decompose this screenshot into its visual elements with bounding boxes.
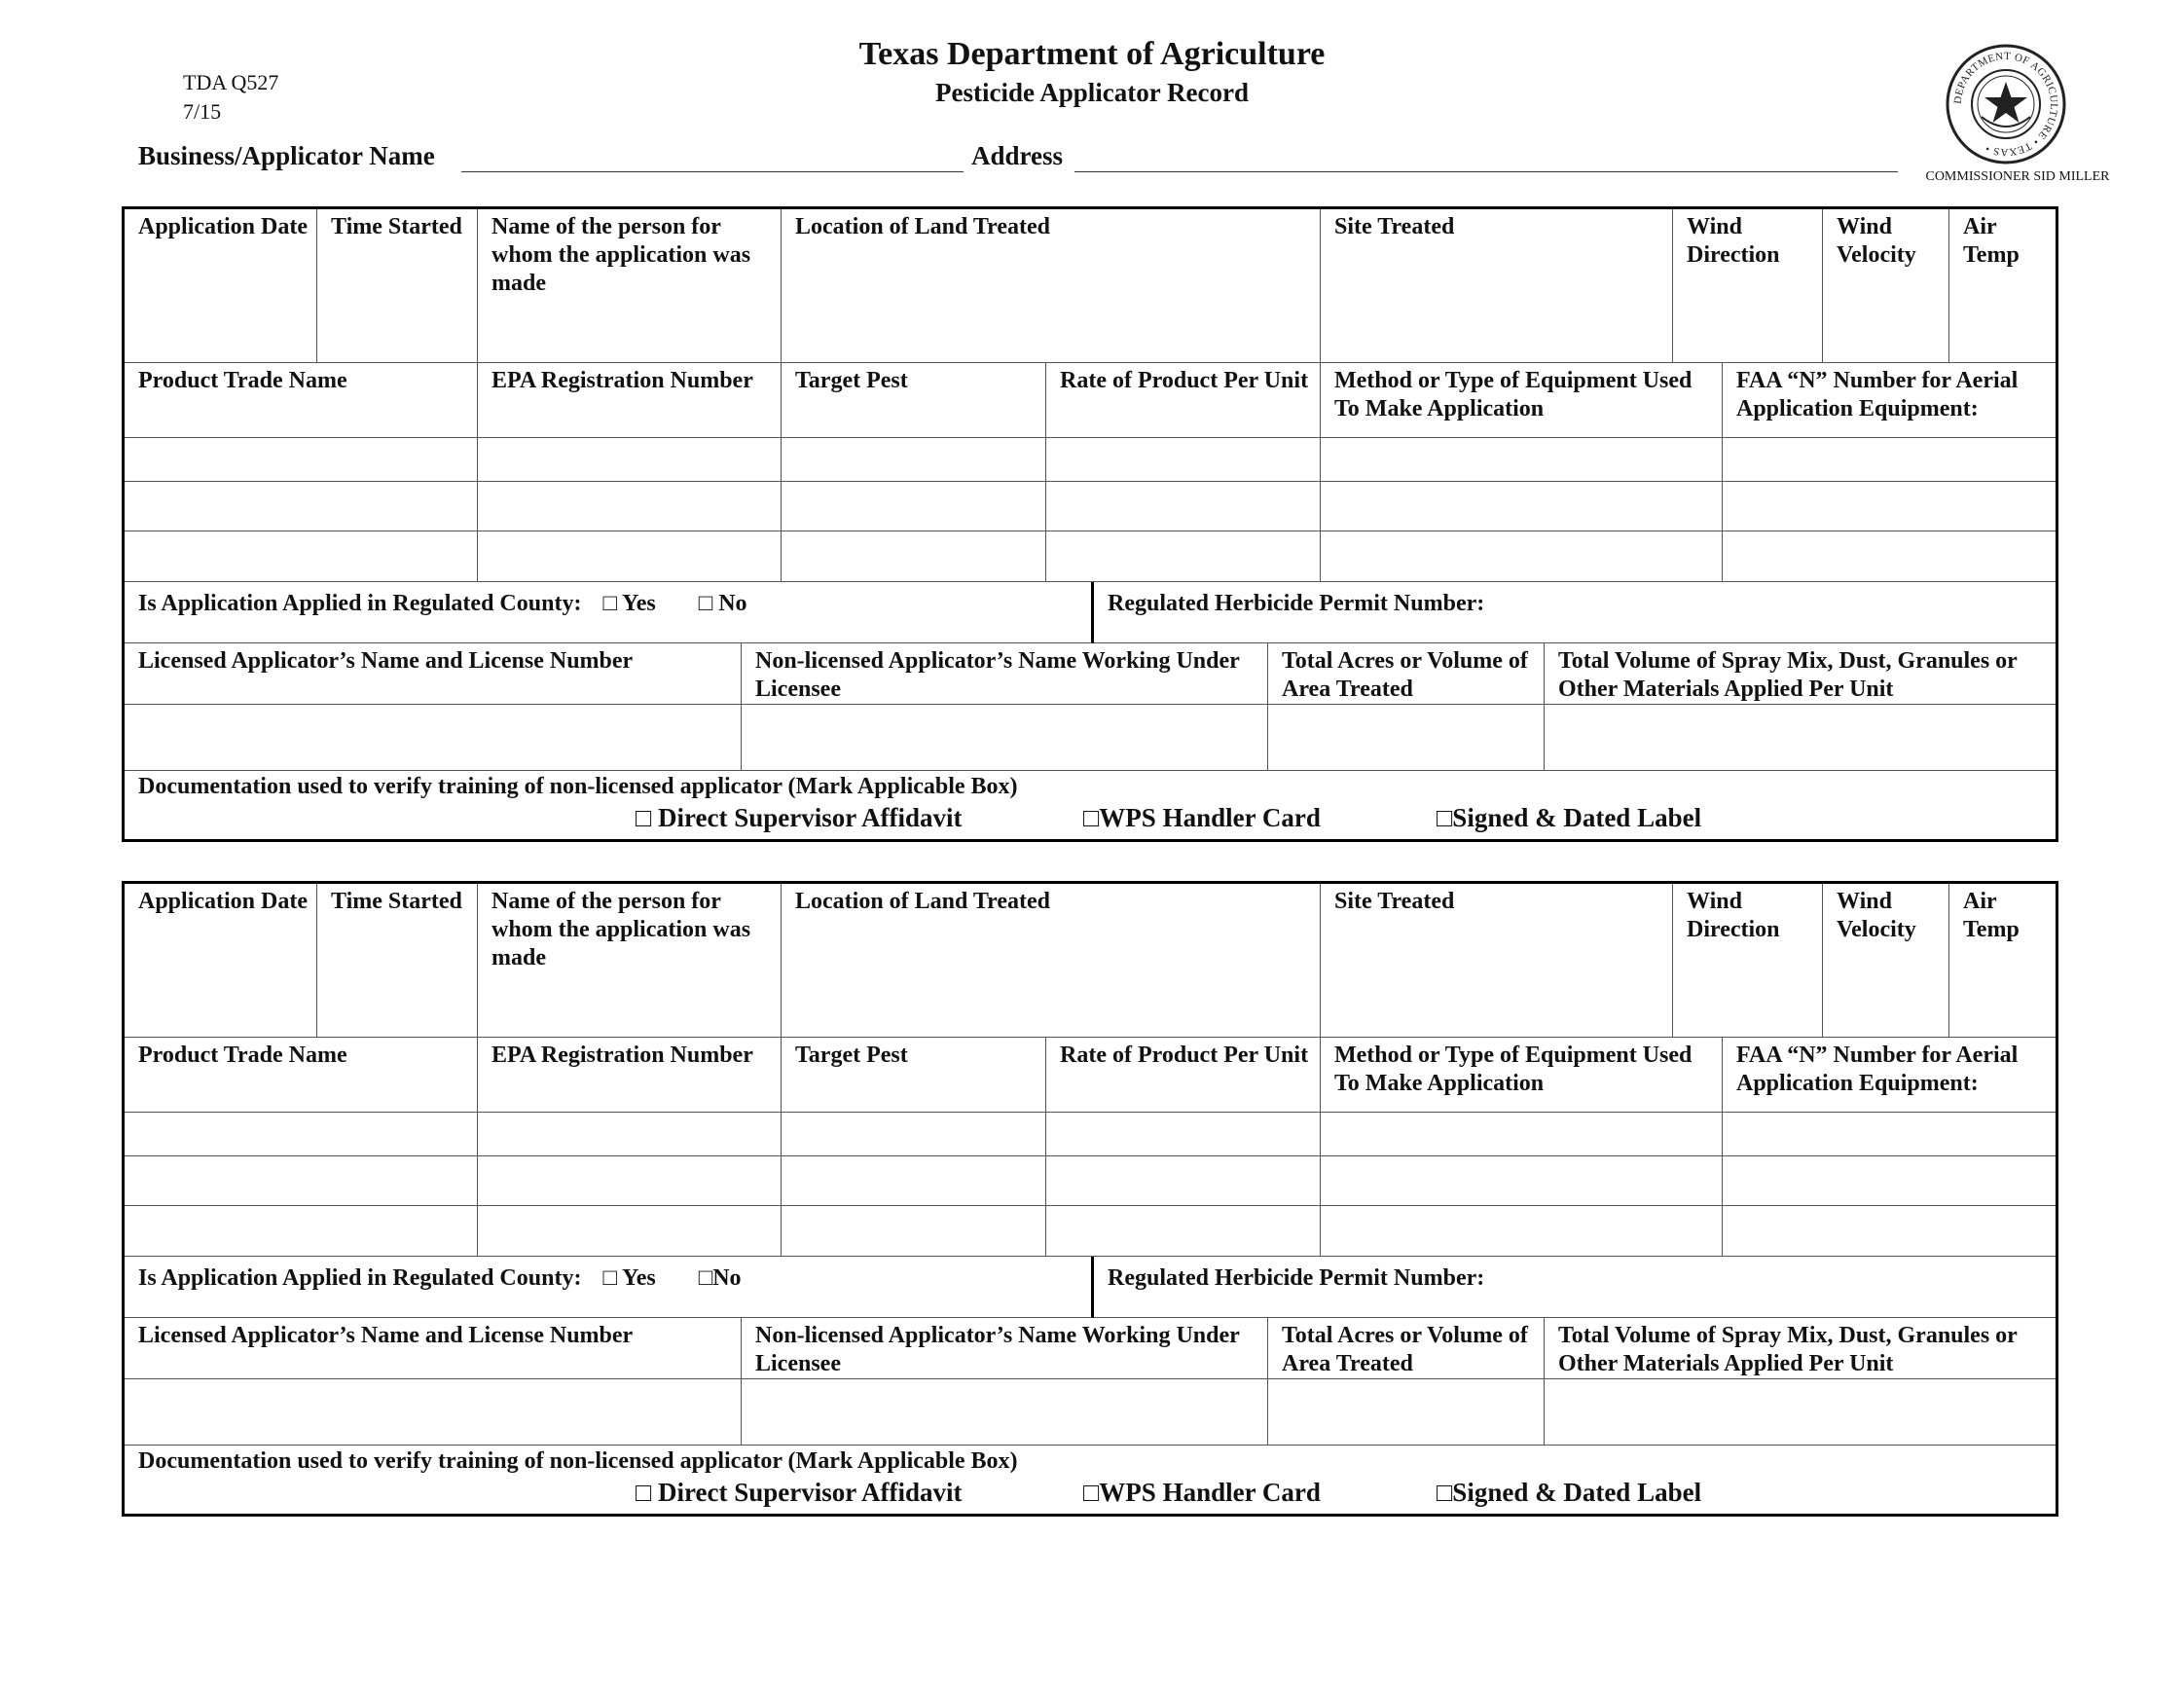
- faa-label: FAA “N” Number for Aerial Application Equipment:: [1736, 368, 2019, 421]
- faa-cell[interactable]: [1723, 482, 2056, 531]
- product-trade-name-cell[interactable]: [125, 1113, 478, 1156]
- target-pest-cell[interactable]: [782, 1206, 1046, 1257]
- signed-dated-label-checkbox[interactable]: □Signed & Dated Label: [1437, 1478, 1702, 1507]
- documentation-label: Documentation used to verify training of non-licensed applicator (Mark Applicable Box): [138, 774, 1018, 799]
- wind-direction-field[interactable]: [1673, 884, 1823, 1038]
- application-record-1: [122, 206, 2058, 842]
- time-started-field[interactable]: [317, 209, 478, 363]
- product-trade-name-cell[interactable]: [125, 438, 478, 482]
- method-label: Method or Type of Equipment Used To Make Application: [1334, 1043, 1693, 1096]
- target-pest-header: [782, 363, 1046, 438]
- method-cell[interactable]: [1321, 531, 1723, 582]
- commissioner-name: COMMISSIONER SID MILLER: [1925, 169, 2110, 184]
- air-temp-label: Air Temp: [1963, 214, 2020, 268]
- rate-cell[interactable]: [1046, 1206, 1321, 1257]
- wind-velocity-label: Wind Velocity: [1837, 889, 1916, 942]
- nonlicensed-applicator-label: Non-licensed Applicator’s Name Working Under Licensee: [755, 1323, 1240, 1376]
- total-acres-field[interactable]: [1268, 705, 1545, 771]
- method-header: [1321, 363, 1723, 438]
- site-treated-label: Site Treated: [1334, 889, 1455, 914]
- person-for-label: Name of the person for whom the application was made: [491, 214, 751, 296]
- faa-cell[interactable]: [1723, 1113, 2056, 1156]
- faa-cell[interactable]: [1723, 1206, 2056, 1257]
- licensed-applicator-header: [125, 643, 742, 705]
- location-label: Location of Land Treated: [795, 889, 1051, 914]
- epa-registration-cell[interactable]: [478, 1113, 782, 1156]
- product-trade-name-cell[interactable]: [125, 531, 478, 582]
- wind-velocity-label: Wind Velocity: [1837, 214, 1916, 268]
- documentation-row: [125, 771, 2056, 839]
- wps-handler-card-checkbox[interactable]: □WPS Handler Card: [1083, 803, 1321, 832]
- location-field[interactable]: [782, 209, 1321, 363]
- faa-header: [1723, 1038, 2056, 1113]
- seal-text: DEPARTMENT OF AGRICULTURE • TEXAS •: [1951, 50, 2060, 159]
- air-temp-label: Air Temp: [1963, 889, 2020, 942]
- regulated-no-checkbox[interactable]: □ No: [698, 591, 747, 616]
- wind-direction-field[interactable]: [1673, 209, 1823, 363]
- product-trade-name-label: Product Trade Name: [138, 1043, 347, 1068]
- regulated-county-label: Is Application Applied in Regulated County:: [138, 591, 582, 616]
- address-label: Address: [971, 141, 1064, 170]
- epa-registration-cell[interactable]: [478, 1206, 782, 1257]
- nonlicensed-applicator-field[interactable]: [742, 1379, 1268, 1446]
- rate-label: Rate of Product Per Unit: [1060, 1043, 1309, 1068]
- person-for-field[interactable]: [478, 884, 782, 1038]
- nonlicensed-applicator-field[interactable]: [742, 705, 1268, 771]
- spray-volume-field[interactable]: [1545, 705, 2056, 771]
- time-started-label: Time Started: [331, 889, 462, 914]
- site-treated-field[interactable]: [1321, 884, 1673, 1038]
- direct-supervisor-affidavit-checkbox[interactable]: □ Direct Supervisor Affidavit: [636, 803, 963, 832]
- site-treated-field[interactable]: [1321, 209, 1673, 363]
- spray-volume-field[interactable]: [1545, 1379, 2056, 1446]
- licensed-applicator-field[interactable]: [125, 1379, 742, 1446]
- epa-registration-cell[interactable]: [478, 1156, 782, 1206]
- product-trade-name-cell[interactable]: [125, 482, 478, 531]
- method-cell[interactable]: [1321, 1113, 1723, 1156]
- total-acres-header: [1268, 643, 1545, 705]
- method-header: [1321, 1038, 1723, 1113]
- regulated-county-row: [125, 582, 1094, 643]
- permit-number-field[interactable]: [1094, 1257, 2056, 1318]
- regulated-no-checkbox[interactable]: □No: [698, 1265, 742, 1291]
- total-acres-field[interactable]: [1268, 1379, 1545, 1446]
- target-pest-label: Target Pest: [795, 1043, 908, 1068]
- rate-cell[interactable]: [1046, 438, 1321, 482]
- business-name-field[interactable]: [461, 171, 964, 172]
- person-for-field[interactable]: [478, 209, 782, 363]
- rate-header: [1046, 1038, 1321, 1113]
- direct-supervisor-affidavit-checkbox[interactable]: □ Direct Supervisor Affidavit: [636, 1478, 963, 1507]
- product-trade-name-cell[interactable]: [125, 1206, 478, 1257]
- wind-velocity-field[interactable]: [1823, 884, 1949, 1038]
- total-acres-label: Total Acres or Volume of Area Treated: [1282, 648, 1528, 702]
- form-header: [0, 33, 2184, 109]
- nonlicensed-applicator-header: [742, 1318, 1268, 1379]
- form-number: TDA Q527: [183, 70, 279, 94]
- epa-registration-label: EPA Registration Number: [491, 1043, 753, 1068]
- wind-velocity-field[interactable]: [1823, 209, 1949, 363]
- application-date-label: Application Date: [138, 214, 308, 239]
- faa-cell[interactable]: [1723, 1156, 2056, 1206]
- target-pest-cell[interactable]: [782, 1156, 1046, 1206]
- application-date-label: Application Date: [138, 889, 308, 914]
- permit-number-label: Regulated Herbicide Permit Number:: [1108, 591, 1485, 616]
- site-treated-label: Site Treated: [1334, 214, 1455, 239]
- regulated-yes-checkbox[interactable]: □ Yes: [602, 591, 656, 616]
- wps-handler-card-checkbox[interactable]: □WPS Handler Card: [1083, 1478, 1321, 1507]
- application-record-2: [122, 881, 2058, 1517]
- product-trade-name-cell[interactable]: [125, 1156, 478, 1206]
- business-name-label: Business/Applicator Name: [138, 141, 435, 170]
- rate-label: Rate of Product Per Unit: [1060, 368, 1309, 393]
- licensed-applicator-field[interactable]: [125, 705, 742, 771]
- product-trade-name-header: [125, 363, 478, 438]
- page-title: Texas Department of Agriculture: [858, 36, 1326, 72]
- target-pest-header: [782, 1038, 1046, 1113]
- address-field[interactable]: [1074, 171, 1898, 172]
- page-subtitle: Pesticide Applicator Record: [935, 78, 1249, 107]
- faa-label: FAA “N” Number for Aerial Application Equipment:: [1736, 1043, 2019, 1096]
- licensed-applicator-label: Licensed Applicator’s Name and License Number: [138, 1323, 634, 1348]
- licensed-applicator-header: [125, 1318, 742, 1379]
- wind-direction-label: Wind Direction: [1687, 889, 1780, 942]
- documentation-row: [125, 1446, 2056, 1514]
- spray-volume-label: Total Volume of Spray Mix, Dust, Granules or Other Materials Applied Per Unit: [1558, 648, 2018, 702]
- total-acres-header: [1268, 1318, 1545, 1379]
- product-trade-name-header: [125, 1038, 478, 1113]
- target-pest-cell[interactable]: [782, 438, 1046, 482]
- total-acres-label: Total Acres or Volume of Area Treated: [1282, 1323, 1528, 1376]
- nonlicensed-applicator-header: [742, 643, 1268, 705]
- spray-volume-header: [1545, 643, 2056, 705]
- department-seal-icon: [1945, 43, 2067, 165]
- wind-direction-label: Wind Direction: [1687, 214, 1780, 268]
- documentation-label: Documentation used to verify training of non-licensed applicator (Mark Applicable Box): [138, 1448, 1018, 1474]
- regulated-county-label: Is Application Applied in Regulated County:: [138, 1265, 582, 1291]
- rate-cell[interactable]: [1046, 1113, 1321, 1156]
- method-cell[interactable]: [1321, 438, 1723, 482]
- faa-header: [1723, 363, 2056, 438]
- epa-registration-header: [478, 1038, 782, 1113]
- epa-registration-cell[interactable]: [478, 482, 782, 531]
- faa-cell[interactable]: [1723, 438, 2056, 482]
- target-pest-label: Target Pest: [795, 368, 908, 393]
- target-pest-cell[interactable]: [782, 1113, 1046, 1156]
- location-field[interactable]: [782, 884, 1321, 1038]
- nonlicensed-applicator-label: Non-licensed Applicator’s Name Working Under Licensee: [755, 648, 1240, 702]
- permit-number-label: Regulated Herbicide Permit Number:: [1108, 1265, 1485, 1291]
- method-cell[interactable]: [1321, 1206, 1723, 1257]
- rate-cell[interactable]: [1046, 482, 1321, 531]
- licensed-applicator-label: Licensed Applicator’s Name and License Number: [138, 648, 634, 674]
- form-revision-date: 7/15: [183, 99, 222, 124]
- time-started-field[interactable]: [317, 884, 478, 1038]
- spray-volume-label: Total Volume of Spray Mix, Dust, Granules or Other Materials Applied Per Unit: [1558, 1323, 2018, 1376]
- air-temp-field[interactable]: [1949, 209, 2056, 363]
- faa-cell[interactable]: [1723, 531, 2056, 582]
- rate-cell[interactable]: [1046, 1156, 1321, 1206]
- target-pest-cell[interactable]: [782, 482, 1046, 531]
- target-pest-cell[interactable]: [782, 531, 1046, 582]
- method-cell[interactable]: [1321, 1156, 1723, 1206]
- epa-registration-header: [478, 363, 782, 438]
- application-date-field[interactable]: [125, 884, 317, 1038]
- epa-registration-cell[interactable]: [478, 438, 782, 482]
- method-label: Method or Type of Equipment Used To Make Application: [1334, 368, 1693, 421]
- spray-volume-header: [1545, 1318, 2056, 1379]
- regulated-county-row: [125, 1257, 1094, 1318]
- location-label: Location of Land Treated: [795, 214, 1051, 239]
- epa-registration-cell[interactable]: [478, 531, 782, 582]
- regulated-yes-checkbox[interactable]: □ Yes: [602, 1265, 656, 1291]
- person-for-label: Name of the person for whom the application was made: [491, 889, 751, 970]
- product-trade-name-label: Product Trade Name: [138, 368, 347, 393]
- permit-number-field[interactable]: [1094, 582, 2056, 643]
- air-temp-field[interactable]: [1949, 884, 2056, 1038]
- signed-dated-label-checkbox[interactable]: □Signed & Dated Label: [1437, 803, 1702, 832]
- method-cell[interactable]: [1321, 482, 1723, 531]
- epa-registration-label: EPA Registration Number: [491, 368, 753, 393]
- application-date-field[interactable]: [125, 209, 317, 363]
- rate-header: [1046, 363, 1321, 438]
- rate-cell[interactable]: [1046, 531, 1321, 582]
- time-started-label: Time Started: [331, 214, 462, 239]
